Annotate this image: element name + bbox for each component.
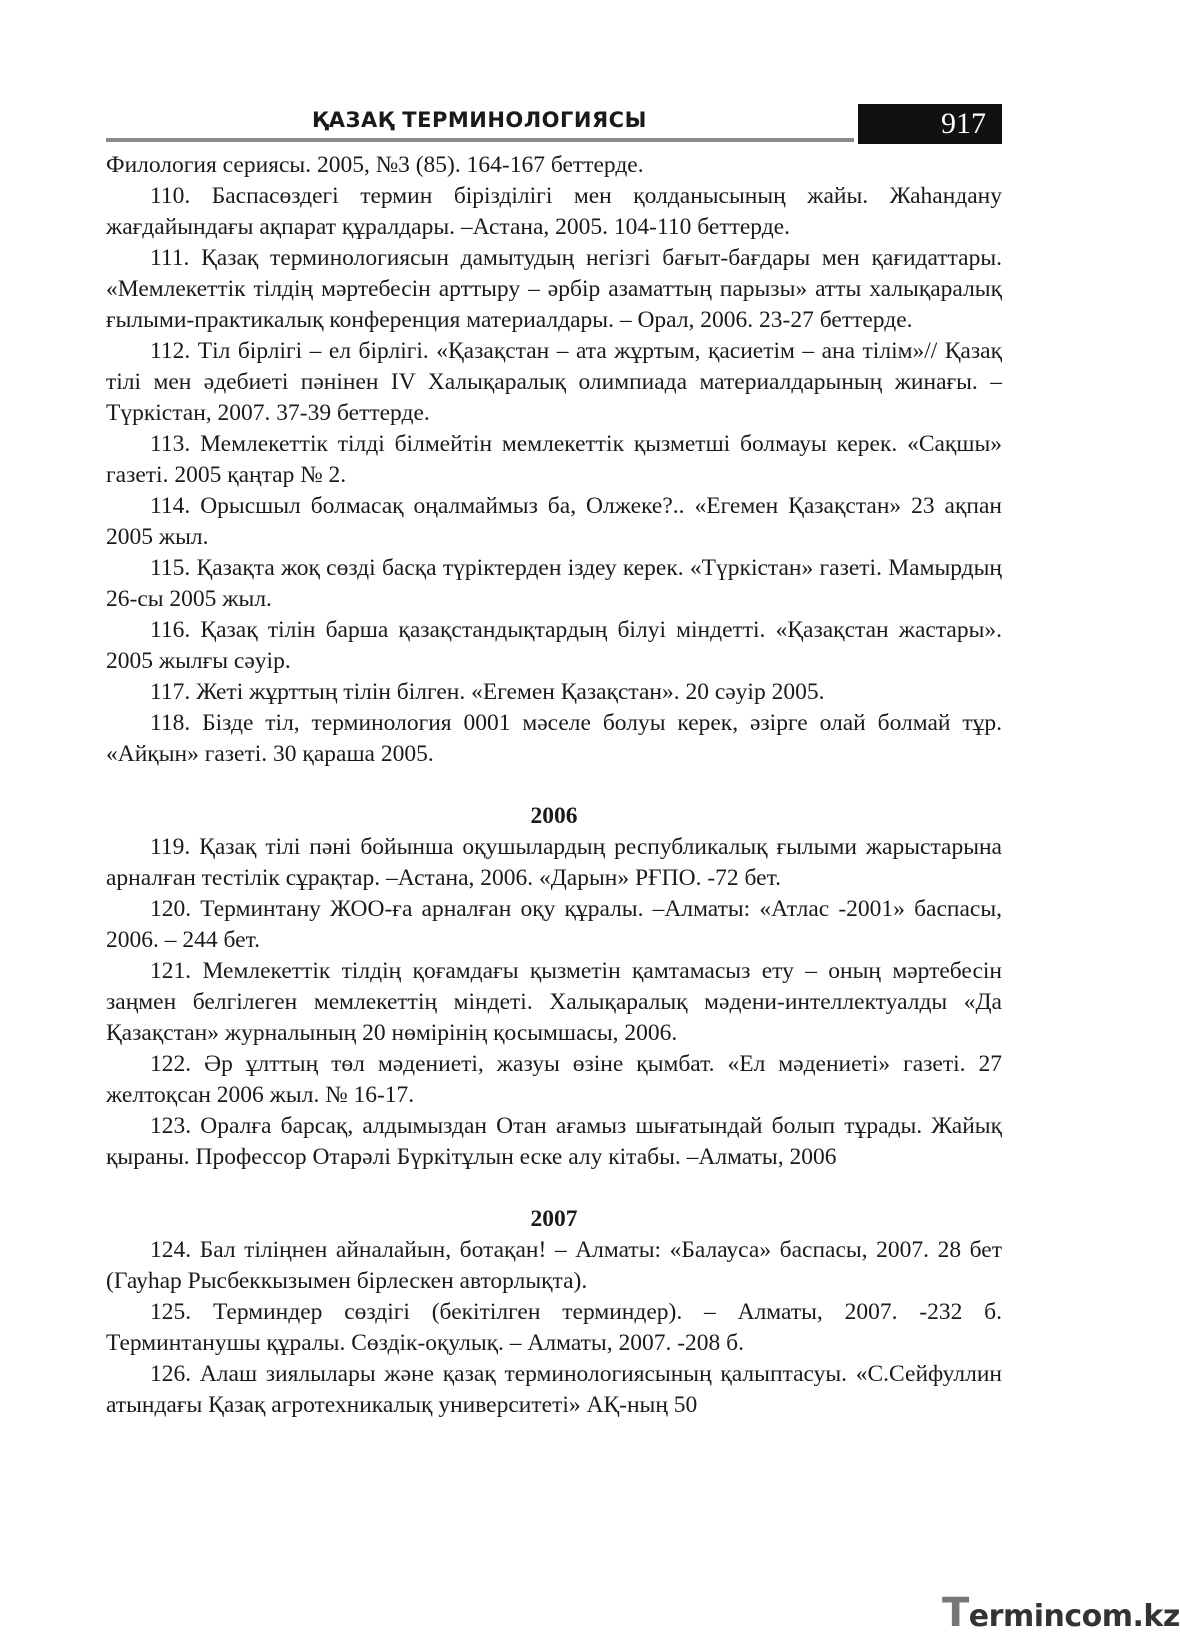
watermark-text: ermincom.kz xyxy=(968,1599,1180,1634)
page-header xyxy=(106,104,1002,146)
list-item: 124. Бал тіліңнен айналайын, ботақан! – Алматы: «Балауса» баспасы, 2007. 28 бет (Гауһар Рысбеккызымен бірлескен авторлықта). xyxy=(106,1237,1002,1294)
list-item: 113. Мемлекеттік тілді білмейтін мемлекеттік қызметші болмауы керек. «Сақшы» газеті. 2005 қаңтар № 2. xyxy=(106,431,1002,488)
list-item: 111. Қазақ терминологиясын дамытудың негізгі бағыт-бағдары мен қағидаттары. «Мемлекеттік тілдің мәртебесін арттыру – әрбір азаматтың парызы» атты халықаралық ғылыми-практикалық конференция материалдары. – Орал, 2006. 23-27 беттерде. xyxy=(106,245,1002,333)
list-item: 118. Бізде тіл, терминология 0001 мәселе болуы керек, әзірге олай болмай тұр. «Айқын» газеті. 30 қараша 2005. xyxy=(106,710,1002,767)
list-item: 116. Қазақ тілін барша қазақстандықтардың білуі міндетті. «Қазақстан жастары». 2005 жылғы сәуір. xyxy=(106,617,1002,674)
list-item: 119. Қазақ тілі пәні бойынша оқушылардың республикалық ғылыми жарыстарына арналған тестілік сұрақтар. –Астана, 2006. «Дарын» РҒПО. -72 бет. xyxy=(106,834,1002,891)
section-heading-2006: 2006 xyxy=(530,803,578,829)
list-item: 120. Терминтану ЖОО-ға арналған оқу құралы. –Алматы: «Атлас -2001» баспасы, 2006. – 244 бет. xyxy=(106,896,1002,953)
list-item: 123. Оралға барсақ, алдымыздан Отан ағамыз шығатындай болып тұрады. Жайық қыраны. Профессор Отарәлі Бүркітұлын еске алу кітабы. –Алматы, 2006 xyxy=(106,1113,1002,1170)
header-rule xyxy=(106,138,854,142)
running-title: ҚАЗАҚ ТЕРМИНОЛОГИЯСЫ xyxy=(312,108,647,132)
list-item: 114. Орысшыл болмасақ оңалмаймыз ба, Олжеке?.. «Егемен Қазақстан» 23 ақпан 2005 жыл. xyxy=(106,493,1002,550)
list-item: 125. Терминдер сөздігі (бекітілген терминдер). – Алматы, 2007. -232 б. Терминтанушы құралы. Сөздік-оқулық. – Алматы, 2007. -208 б. xyxy=(106,1299,1002,1356)
list-item: 115. Қазақта жоқ сөзді басқа түріктерден іздеу керек. «Түркістан» газеті. Мамырдың 26-сы 2005 жыл. xyxy=(106,555,1002,612)
list-item: 110. Баспасөздегі термин бірізділігі мен қолданысының жайы. Жаһандану жағдайындағы ақпарат құралдары. –Астана, 2005. 104-110 беттерде. xyxy=(106,183,1002,240)
section-heading-2007: 2007 xyxy=(530,1206,578,1232)
list-item: 112. Тіл бірлігі – ел бірлігі. «Қазақстан – ата жұртым, қасиетім – ана тілім»// Қазақ тілі мен әдебиеті пәнінен IV Халықаралық олимпиада материалдарының жинағы. – Түркістан, 2007. 37-39 беттерде. xyxy=(106,338,1002,426)
list-item: 121. Мемлекеттік тілдің қоғамдағы қызметін қамтамасыз ету – оның мәртебесін заңмен белгілеген мемлекеттің міндеті. Халықаралық мәдени-интеллектуалды «Да Қазақстан» журналының 20 нөмірінің қосымшасы, 2006. xyxy=(106,958,1002,1046)
watermark-initial: T xyxy=(942,1590,969,1636)
list-item: 117. Жеті жұрттың тілін білген. «Егемен Қазақстан». 20 сәуір 2005. xyxy=(150,679,825,705)
list-item-continuation: Филология сериясы. 2005, №3 (85). 164-167 беттерде. xyxy=(106,152,644,178)
list-item: 126. Алаш зиялылары және қазақ терминологиясының қалыптасуы. «С.Сейфуллин атындағы Қазақ агротехникалық университеті» АҚ-ның 50 xyxy=(106,1361,1002,1418)
list-item: 122. Әр ұлттың төл мәдениеті, жазуы өзіне қымбат. «Ел мәдениеті» газеті. 27 желтоқсан 2006 жыл. № 16-17. xyxy=(106,1051,1002,1108)
bibliography-content xyxy=(106,150,1002,1421)
site-watermark xyxy=(942,1590,1180,1636)
page-number: 917 xyxy=(858,104,1002,144)
